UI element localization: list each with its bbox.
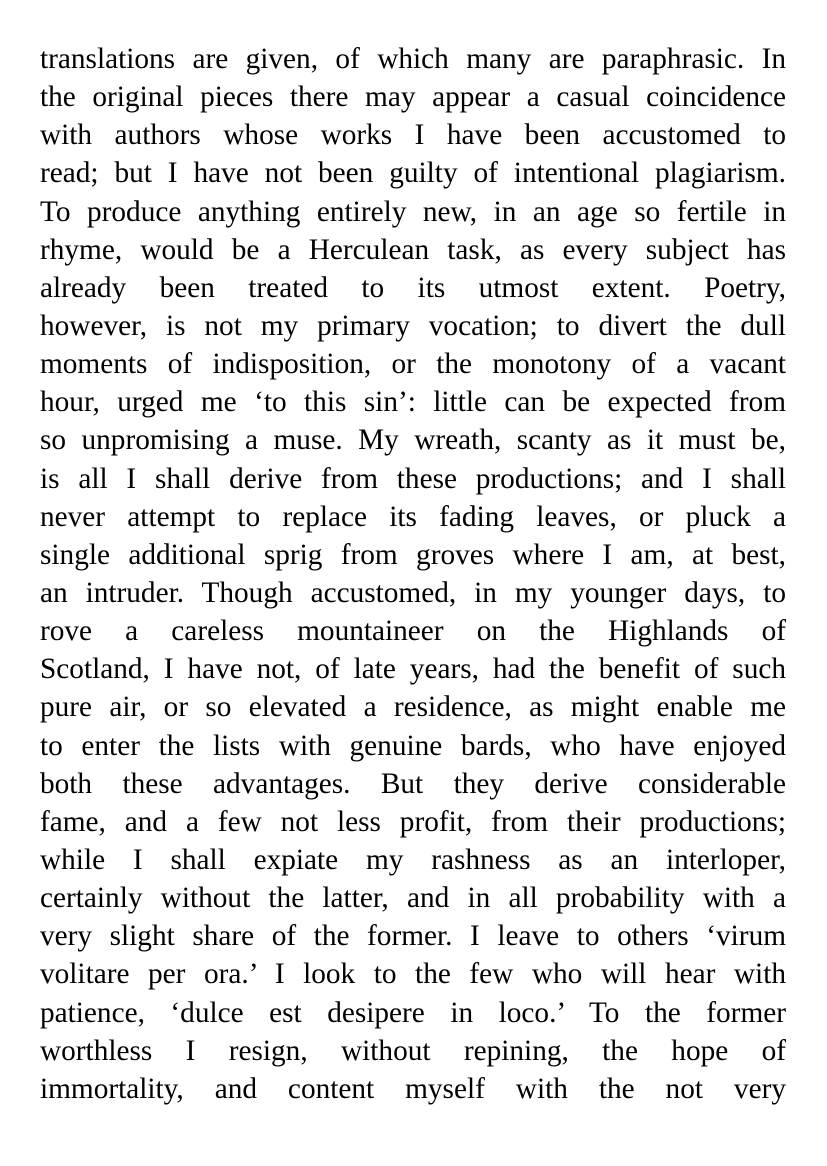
- text-line: Scotland, I have not, of late years, had the benefit of such: [40, 653, 786, 686]
- text-line: translations are given, of which many are paraphrasic. In: [40, 43, 786, 75]
- text-line: to enter the lists with genuine bards, who have enjoyed: [40, 729, 786, 762]
- text-line: very slight share of the former. I leave to others ‘virum: [40, 920, 786, 953]
- text-line: patience, ‘dulce est desipere in loco.’ To the former: [40, 996, 786, 1029]
- text-line: immortality, and content myself with the not very: [40, 1072, 786, 1105]
- text-line: while I shall expiate my rashness as an interloper,: [40, 843, 786, 876]
- text-line: volitare per ora.’ I look to the few who will hear with: [40, 958, 786, 991]
- text-line: To produce anything entirely new, in an age so fertile in: [40, 195, 786, 228]
- body-paragraph: [40, 40, 786, 1108]
- text-line: rhyme, would be a Herculean task, as every subject has: [40, 233, 786, 266]
- text-line: single additional sprig from groves where I am, at best,: [40, 538, 786, 571]
- text-line: an intruder. Though accustomed, in my younger days, to: [40, 576, 786, 609]
- text-line: so unpromising a muse. My wreath, scanty as it must be,: [40, 424, 786, 457]
- text-line: pure air, or so elevated a residence, as might enable me: [40, 691, 786, 724]
- text-line: hour, urged me ‘to this sin’: little can be expected from: [40, 386, 786, 419]
- text-line: already been treated to its utmost extent. Poetry,: [40, 271, 786, 304]
- text-line: certainly without the latter, and in all probability with a: [40, 882, 786, 915]
- text-line: the original pieces there may appear a casual coincidence: [40, 81, 786, 114]
- text-line: worthless I resign, without repining, the hope of: [40, 1034, 786, 1067]
- text-line: read; but I have not been guilty of intentional plagiarism.: [40, 157, 786, 190]
- text-line: moments of indisposition, or the monotony of a vacant: [40, 348, 786, 381]
- text-line: rove a careless mountaineer on the Highlands of: [40, 615, 786, 648]
- text-line: with authors whose works I have been accustomed to: [40, 119, 786, 152]
- text-line: is all I shall derive from these productions; and I shall: [40, 462, 786, 495]
- text-line: both these advantages. But they derive considerable: [40, 767, 786, 800]
- text-line: however, is not my primary vocation; to divert the dull: [40, 309, 786, 342]
- text-line: never attempt to replace its fading leaves, or pluck a: [40, 500, 786, 533]
- text-line: fame, and a few not less profit, from their productions;: [40, 805, 786, 838]
